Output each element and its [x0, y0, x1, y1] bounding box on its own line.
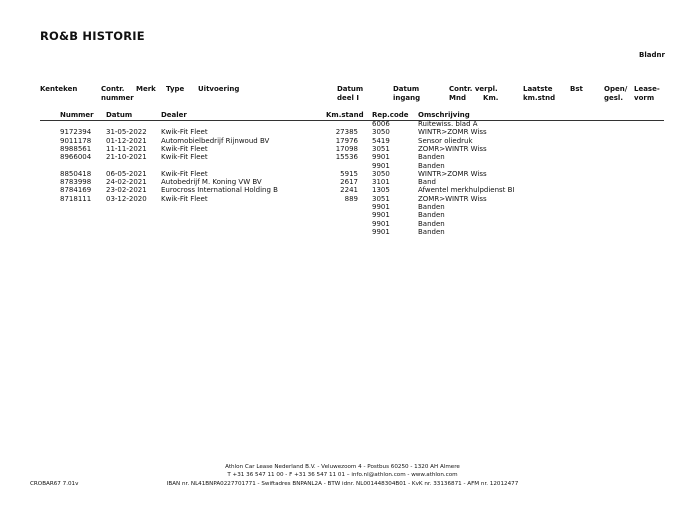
- cell-omschrijving: Banden: [418, 161, 445, 170]
- cell-datum: 24-02-2021: [106, 178, 147, 187]
- cell-dealer: Kwik-Fit Fleet: [161, 153, 208, 162]
- header-laatste: Laatste km.stnd: [523, 85, 556, 102]
- page-number-label: Bladnr: [639, 51, 665, 59]
- cell-code: 3051: [372, 194, 390, 203]
- cell-code: 6006: [372, 120, 390, 128]
- cell-code: 5419: [372, 136, 390, 145]
- footer-address: Athlon Car Lease Nederland B.V. - Veluwezoom 4 - Postbus 60250 - 1320 AH Almere: [225, 464, 460, 470]
- header-open: Open/ gesl.: [604, 85, 628, 102]
- cell-km: 889: [344, 194, 358, 203]
- header-rule: [40, 120, 664, 121]
- header-kmstand: Km.stand: [326, 111, 364, 119]
- cell-km: 5915: [340, 169, 358, 178]
- cell-code: 9901: [372, 161, 390, 170]
- cell-omschrijving: Banden: [418, 153, 445, 162]
- cell-nummer: 8783998: [60, 178, 92, 187]
- cell-datum: 01-12-2021: [106, 136, 147, 145]
- cell-code: 3101: [372, 178, 390, 187]
- cell-omschrijving: Banden: [418, 211, 445, 220]
- cell-nummer: 8966004: [60, 153, 92, 162]
- header-bst: Bst: [570, 85, 583, 93]
- cell-dealer: Kwik-Fit Fleet: [161, 169, 208, 178]
- footer-contact: T +31 36 547 11 00 - F +31 36 547 11 01 – info.nl@athlon.com - www.athlon.com: [227, 472, 458, 478]
- cell-km: 15536: [335, 153, 358, 162]
- cell-nummer: 9011178: [60, 136, 92, 145]
- cell-omschrijving: WINTR>ZOMR Wiss: [418, 169, 487, 178]
- cell-omschrijving: Banden: [418, 219, 445, 228]
- cell-datum: 11-11-2021: [106, 144, 147, 153]
- header-repcode: Rep.code: [372, 111, 409, 119]
- cell-nummer: 8718111: [60, 194, 92, 203]
- cell-omschrijving: Banden: [418, 203, 445, 211]
- page-title: RO&B HISTORIE: [40, 29, 145, 43]
- cell-km: 27385: [335, 128, 358, 137]
- header-datum-ingang: Datum ingang: [393, 85, 421, 102]
- cell-nummer: 8784169: [60, 186, 92, 195]
- header-type: Type: [166, 85, 185, 93]
- header-merk: Merk: [136, 85, 156, 93]
- header-nummer: Nummer: [60, 111, 94, 119]
- cell-dealer: Kwik-Fit Fleet: [161, 128, 208, 137]
- header-datum: Datum: [106, 111, 133, 119]
- cell-nummer: 9172394: [60, 128, 92, 137]
- cell-code: 3051: [372, 144, 390, 153]
- cell-datum: 31-05-2022: [106, 128, 147, 137]
- cell-code: 9901: [372, 203, 390, 211]
- header-lease: Lease- vorm: [634, 85, 660, 102]
- footer-registration: IBAN nr. NL41BNPA0227701771 - Swiftadres BNPANL2A - BTW idnr. NL001448304B01 - KvK nr. 33136871 - AFM nr. 12012477: [166, 481, 519, 487]
- header-kenteken: Kenteken: [40, 85, 78, 93]
- cell-km: 2617: [340, 178, 358, 187]
- cell-code: 3050: [372, 128, 390, 137]
- cell-omschrijving: Banden: [418, 227, 445, 236]
- cell-omschrijving: Band: [418, 178, 436, 187]
- cell-omschrijving: Sensor oliedruk: [418, 136, 473, 145]
- cell-datum: 03-12-2020: [106, 194, 147, 203]
- header-uitvoering: Uitvoering: [198, 85, 240, 93]
- cell-omschrijving: Ruitewiss. blad A: [418, 120, 478, 128]
- header-contr-verpl: Contr. verpl. Mnd Km.: [449, 85, 499, 102]
- cell-km: 17098: [335, 144, 358, 153]
- cell-datum: 23-02-2021: [106, 186, 147, 195]
- cell-omschrijving: ZOMR>WINTR Wiss: [418, 194, 487, 203]
- cell-code: 9901: [372, 153, 390, 162]
- cell-dealer: Autobedrijf M. Koning VW BV: [161, 178, 262, 187]
- cell-datum: 21-10-2021: [106, 153, 147, 162]
- header-datum-deel: Datum deel I: [337, 85, 364, 102]
- cell-dealer: Automobielbedrijf Rijnwoud BV: [161, 136, 270, 145]
- form-version: CROBAR67 7.01v: [30, 481, 79, 487]
- cell-code: 9901: [372, 211, 390, 220]
- cell-dealer: Kwik-Fit Fleet: [161, 144, 208, 153]
- header-omschrijving: Omschrijving: [418, 111, 470, 119]
- header-dealer: Dealer: [161, 111, 187, 119]
- cell-omschrijving: ZOMR>WINTR Wiss: [418, 144, 487, 153]
- cell-dealer: Eurocross International Holding B: [161, 186, 278, 195]
- cell-code: 9901: [372, 227, 390, 236]
- header-contr: Contr. nummer: [101, 85, 134, 102]
- cell-nummer: 8850418: [60, 169, 92, 178]
- cell-km: 2241: [340, 186, 358, 195]
- cell-datum: 06-05-2021: [106, 169, 147, 178]
- cell-code: 3050: [372, 169, 390, 178]
- cell-code: 9901: [372, 219, 390, 228]
- cell-omschrijving: Afwentel merkhulpdienst BI: [418, 186, 515, 195]
- cell-nummer: 8988561: [60, 144, 92, 153]
- cell-omschrijving: WINTR>ZOMR Wiss: [418, 128, 487, 137]
- cell-dealer: Kwik-Fit Fleet: [161, 194, 208, 203]
- cell-code: 1305: [372, 186, 390, 195]
- cell-km: 17976: [335, 136, 358, 145]
